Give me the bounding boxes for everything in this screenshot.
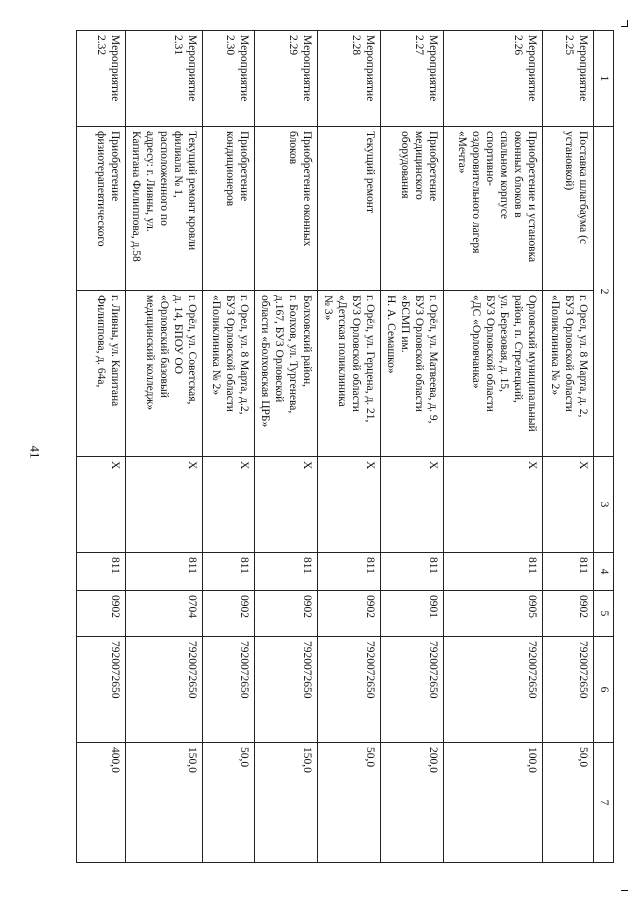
col7-cell: 100,0 — [444, 743, 543, 863]
col6-cell: 7920072650 — [543, 637, 594, 743]
col6-cell: 7920072650 — [254, 637, 317, 743]
col5-cell: 0902 — [317, 591, 380, 637]
table-row — [380, 31, 443, 863]
col6-cell: 7920072650 — [125, 637, 202, 743]
column-header-3: 3 — [594, 457, 614, 553]
measure-cell: Мероприятие 2.32 — [76, 31, 125, 127]
column-header-2: 2 — [594, 127, 614, 457]
address-cell: г. Ливны, ул. Капитана Филиппова, д. 64а, — [76, 291, 125, 457]
col4-cell: 811 — [317, 553, 380, 591]
address-cell: г. Орёл, ул. Герцена, д. 21, БУЗ Орловской области «Детская поликлиника № 3» — [317, 291, 380, 457]
description-cell: Поставка шлагбаума (с установкой) — [543, 127, 594, 291]
address-cell: г. Орел, ул. 8 Марта, д. 2, БУЗ Орловской области «Поликлиника № 2» — [543, 291, 594, 457]
header-row — [594, 31, 614, 863]
col7-cell: 50,0 — [543, 743, 594, 863]
col7-cell: 50,0 — [317, 743, 380, 863]
description-cell: Приобретение медицинского оборудования — [380, 127, 443, 291]
col4-cell: 811 — [543, 553, 594, 591]
col3-cell: X — [202, 457, 254, 553]
col7-cell: 150,0 — [125, 743, 202, 863]
measure-cell: Мероприятие 2.28 — [317, 31, 380, 127]
col6-cell: 7920072650 — [444, 637, 543, 743]
col4-cell: 811 — [202, 553, 254, 591]
col7-cell: 200,0 — [380, 743, 443, 863]
col5-cell: 0902 — [76, 591, 125, 637]
description-cell: Приобретение физиотерапевтического — [76, 127, 125, 291]
address-cell: г. Орел, ул. 8 Марта, д.2, БУЗ Орловской области «Поликлиника № 2» — [202, 291, 254, 457]
address-cell: г. Орёл, ул. Матвеева, д. 9, БУЗ Орловской области «БСМП им. Н. А. Семашко» — [380, 291, 443, 457]
col3-cell: X — [444, 457, 543, 553]
budget-measures-table — [76, 30, 614, 863]
measure-cell: Мероприятие 2.25 — [543, 31, 594, 127]
rotated-table-area — [88, 30, 614, 862]
col6-cell: 7920072650 — [76, 637, 125, 743]
col3-cell: X — [254, 457, 317, 553]
col5-cell: 0901 — [380, 591, 443, 637]
measure-cell: Мероприятие 2.31 — [125, 31, 202, 127]
col5-cell: 0905 — [444, 591, 543, 637]
col5-cell: 0704 — [125, 591, 202, 637]
col6-cell: 7920072650 — [380, 637, 443, 743]
measure-cell: Мероприятие 2.26 — [444, 31, 543, 127]
description-cell: Приобретение кондиционеров — [202, 127, 254, 291]
description-cell: Приобретение оконных блоков — [254, 127, 317, 291]
col3-cell: X — [76, 457, 125, 553]
address-cell: г. Орёл, ул. Советская, д. 14, БПОУ ОО «Орловский базовый медицинский колледж» — [125, 291, 202, 457]
table-row — [76, 31, 125, 863]
table-row — [317, 31, 380, 863]
measure-cell: Мероприятие 2.27 — [380, 31, 443, 127]
col3-cell: X — [125, 457, 202, 553]
table-row — [444, 31, 543, 863]
column-header-6: 6 — [594, 637, 614, 743]
col3-cell: X — [317, 457, 380, 553]
table-row — [543, 31, 594, 863]
col7-cell: 400,0 — [76, 743, 125, 863]
col4-cell: 811 — [380, 553, 443, 591]
page-number: 41 — [27, 445, 42, 459]
measure-cell: Мероприятие 2.30 — [202, 31, 254, 127]
col5-cell: 0902 — [543, 591, 594, 637]
description-cell: Текущий ремонт — [317, 127, 380, 291]
measure-cell: Мероприятие 2.29 — [254, 31, 317, 127]
col6-cell: 7920072650 — [317, 637, 380, 743]
corner-mark — [621, 890, 628, 891]
description-cell: Текущий ремонт кровли филиала № 1, расположенного по адресу: г. Ливны, ул. Капитана Филиппова, д.58 — [125, 127, 202, 291]
table-row — [125, 31, 202, 863]
col5-cell: 0902 — [254, 591, 317, 637]
col4-cell: 811 — [444, 553, 543, 591]
col7-cell: 50,0 — [202, 743, 254, 863]
address-cell: Болховский район, г. Болхов, ул. Тургенева, д.167, БУЗ Орловской области «Болховская ЦРБ» — [254, 291, 317, 457]
column-header-4: 4 — [594, 553, 614, 591]
col3-cell: X — [380, 457, 443, 553]
column-header-1: 1 — [594, 31, 614, 127]
col5-cell: 0902 — [202, 591, 254, 637]
col3-cell: X — [543, 457, 594, 553]
column-header-5: 5 — [594, 591, 614, 637]
col4-cell: 811 — [125, 553, 202, 591]
corner-mark — [627, 20, 628, 27]
col4-cell: 811 — [254, 553, 317, 591]
column-header-7: 7 — [594, 743, 614, 863]
table-row — [202, 31, 254, 863]
description-cell: Приобретение и установка оконных блоков в спальном корпусе спортивно- оздоровительного лагеря «Мечта» — [444, 127, 543, 291]
address-cell: Орловский муниципальный район, п. Стрелецкий, ул. Березовая, д. 15, БУЗ Орловской области «ДС «Орловчанка» — [444, 291, 543, 457]
col4-cell: 811 — [76, 553, 125, 591]
table-row — [254, 31, 317, 863]
table-rotator — [88, 30, 614, 862]
col6-cell: 7920072650 — [202, 637, 254, 743]
col7-cell: 150,0 — [254, 743, 317, 863]
